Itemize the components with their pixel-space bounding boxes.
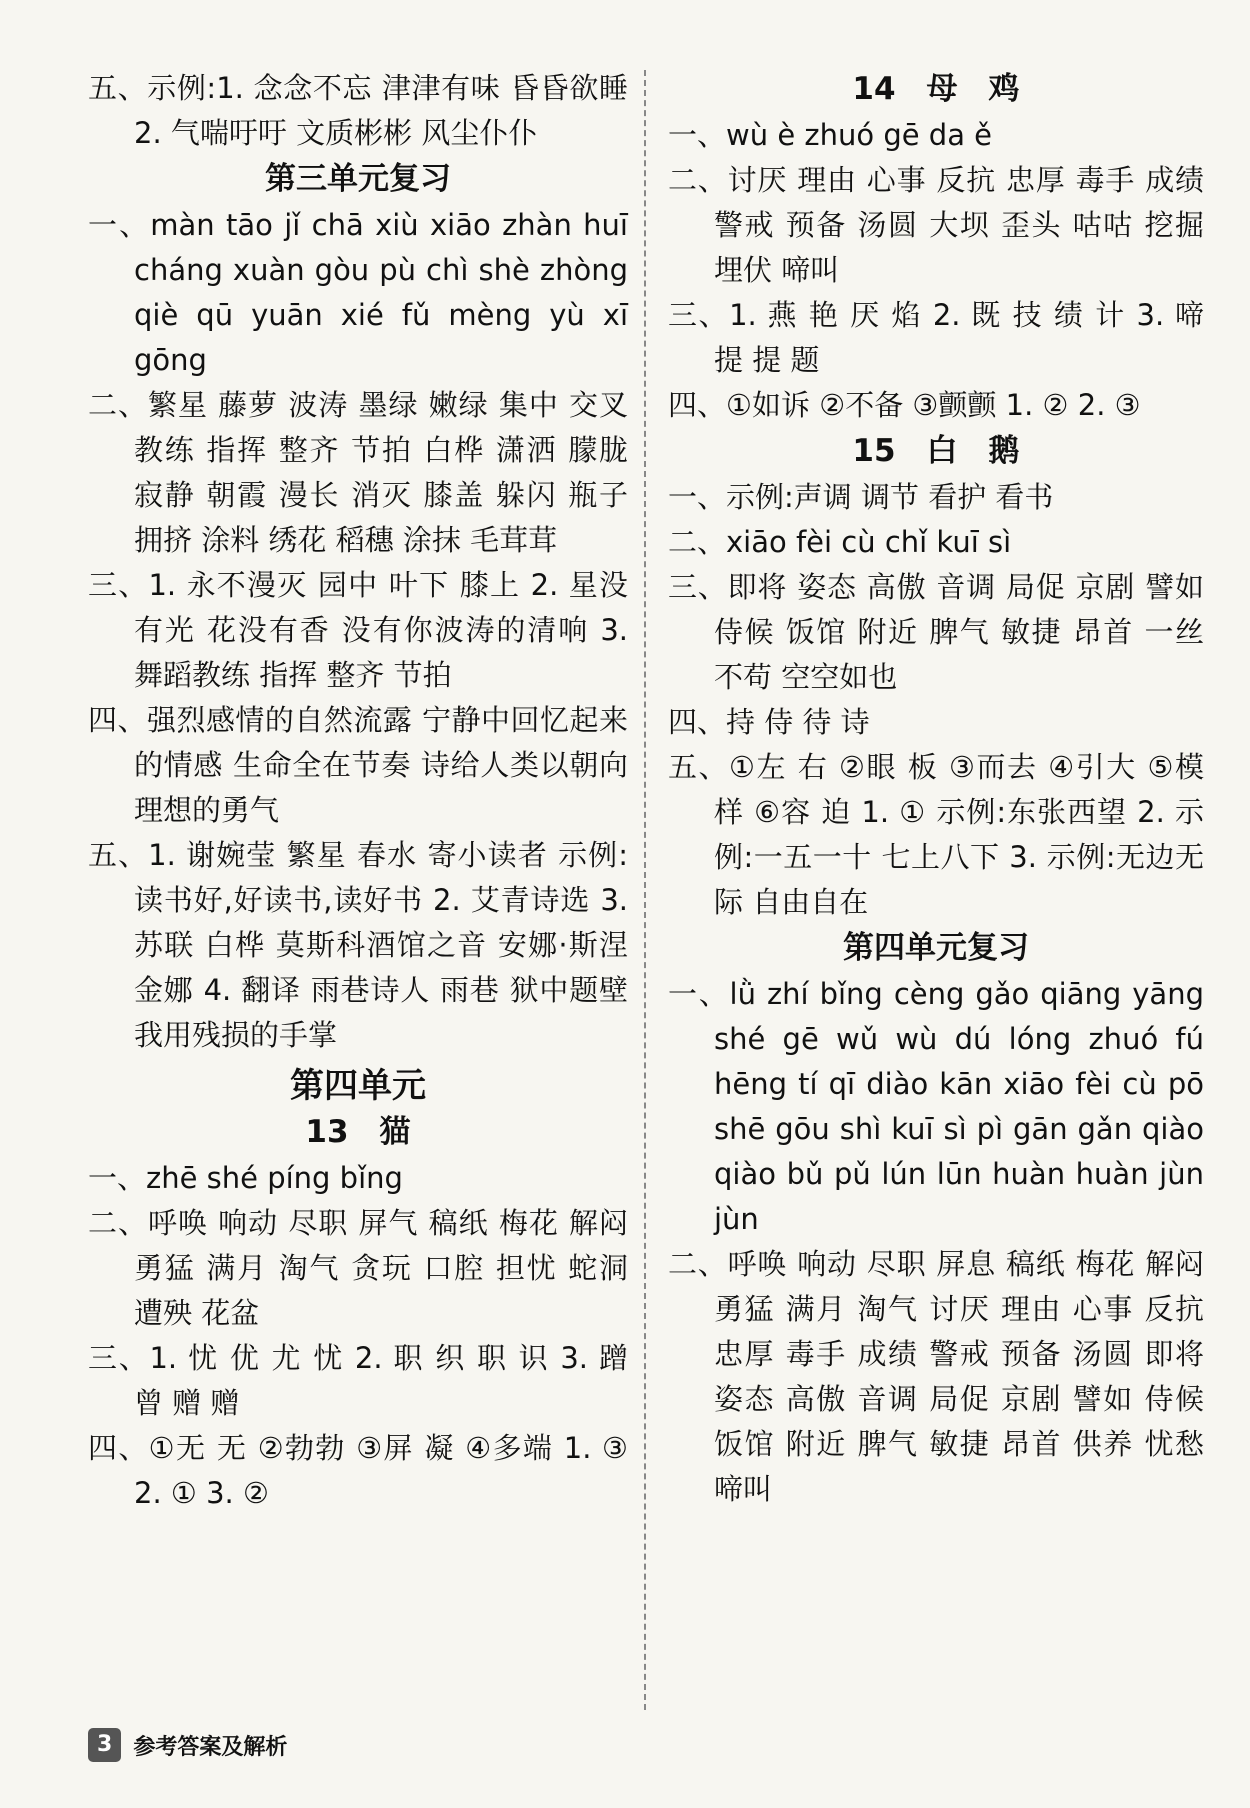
section-heading: 15 白 鹅	[852, 433, 1020, 469]
column-divider	[644, 70, 646, 1710]
right-column	[668, 66, 1204, 1512]
page-footer	[88, 1728, 287, 1762]
answer-paragraph: 二、呼唤 响动 尽职 屏气 稿纸 梅花 解闷 勇猛 满月 淘气 贪玩 口腔 担忧 蛇洞 遭殃 花盆	[88, 1206, 628, 1330]
answer-paragraph: 五、1. 谢婉莹 繁星 春水 寄小读者 示例:读书好,好读书,读好书 2. 艾青诗选 3. 苏联 白桦 莫斯科酒馆之音 安娜·斯涅金娜 4. 翻译 雨巷诗人 雨巷 狱中题壁 我用残损的手掌	[88, 838, 628, 1052]
answer-paragraph: 五、示例:1. 念念不忘 津津有味 昏昏欲睡 2. 气喘吁吁 文质彬彬 风尘仆仆	[88, 71, 628, 150]
answer-paragraph: 四、持 侍 待 诗	[668, 705, 870, 739]
answer-paragraph: 三、1. 忧 优 尤 忧 2. 职 织 职 识 3. 蹭 曾 赠 赠	[88, 1341, 628, 1420]
footer-label: 参考答案及解析	[133, 1734, 288, 1760]
section-heading: 13 猫	[305, 1114, 411, 1150]
answer-paragraph: 五、①左 右 ②眼 板 ③而去 ④引大 ⑤模 样 ⑥容 迫 1. ① 示例:东张西望 2. 示例:一五一十 七上八下 3. 示例:无边无际 自由自在	[668, 750, 1204, 919]
answer-paragraph: 四、①无 无 ②勃勃 ③屏 凝 ④多端 1. ③ 2. ① 3. ②	[88, 1431, 628, 1510]
answer-paragraph: 一、lǜ zhí bǐng cèng gǎo qiāng yāng shé gē wǔ wù dú lóng zhuó fú hēng tí qī diào kān xiāo fèi cù pō shē gōu shì kuī sì pì gān gǎn qiào qiào bǔ pǔ lún lūn huàn huàn jùn jùn	[668, 977, 1204, 1236]
answer-paragraph: 四、强烈感情的自然流露 宁静中回忆起来的情感 生命全在节奏 诗给人类以朝向理想的勇气	[88, 703, 628, 827]
answer-paragraph: 一、zhē shé píng bǐng	[88, 1161, 403, 1195]
answer-paragraph: 一、示例:声调 调节 看护 看书	[668, 480, 1054, 514]
answer-paragraph: 三、即将 姿态 高傲 音调 局促 京剧 譬如 侍候 饭馆 附近 脾气 敏捷 昂首 一丝不苟 空空如也	[668, 570, 1204, 694]
unit-title: 第四单元	[290, 1066, 426, 1106]
answer-paragraph: 一、wù è zhuó gē da ě	[668, 118, 993, 152]
answer-paragraph: 二、繁星 藤萝 波涛 墨绿 嫩绿 集中 交叉 教练 指挥 整齐 节拍 白桦 潇洒 朦胧 寂静 朝霞 漫长 消灭 膝盖 躲闪 瓶子 拥挤 涂料 绣花 稻穗 涂抹 毛茸茸	[88, 388, 628, 557]
answer-paragraph: 二、呼唤 响动 尽职 屏息 稿纸 梅花 解闷 勇猛 满月 淘气 讨厌 理由 心事 反抗 忠厚 毒手 成绩 警戒 预备 汤圆 即将 姿态 高傲 音调 局促 京剧 譬如 侍候 饭馆 附近 脾气 敏捷 昂首 供养 忧愁 啼叫	[668, 1247, 1204, 1506]
answer-paragraph: 三、1. 永不漫灭 园中 叶下 膝上 2. 星没有光 花没有香 没有你波涛的清响 3. 舞蹈教练 指挥 整齐 节拍	[88, 568, 628, 692]
answer-paragraph: 四、①如诉 ②不备 ③颤颤 1. ② 2. ③	[668, 388, 1141, 422]
answer-paragraph: 二、讨厌 理由 心事 反抗 忠厚 毒手 成绩 警戒 预备 汤圆 大坝 歪头 咕咕 挖掘 埋伏 啼叫	[668, 163, 1204, 287]
section-heading: 14 母 鸡	[852, 71, 1020, 107]
answer-paragraph: 一、màn tāo jǐ chā xiù xiāo zhàn huī cháng xuàn gòu pù chì shè zhòng qiè qū yuān xié fǔ mèng yù xī gōng	[88, 208, 628, 377]
page-number: 3	[88, 1728, 121, 1762]
section-heading: 第四单元复习	[843, 930, 1029, 966]
answer-paragraph: 二、xiāo fèi cù chǐ kuī sì	[668, 525, 1012, 559]
answer-paragraph: 三、1. 燕 艳 厌 焰 2. 既 技 绩 计 3. 啼 提 提 题	[668, 298, 1204, 377]
section-heading: 第三单元复习	[265, 161, 451, 197]
left-column	[88, 66, 628, 1516]
